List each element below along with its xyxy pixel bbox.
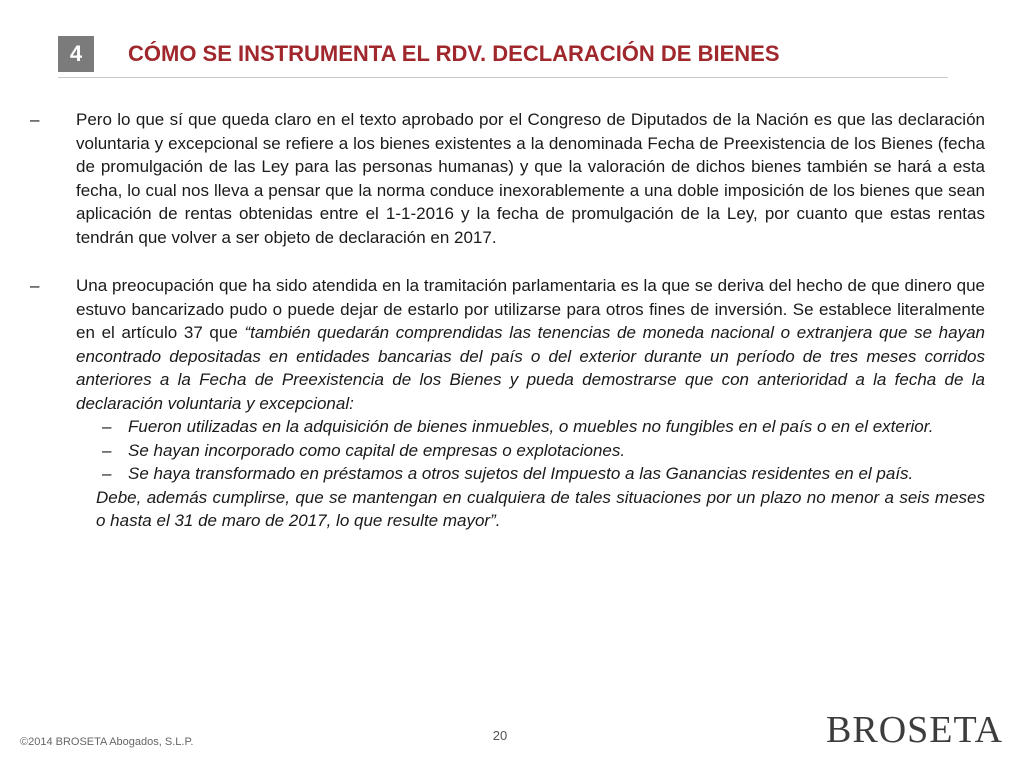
article-37-quote: “también quedarán comprendidas las tenencias de moneda nacional o extranjera que se hayan encontrado depositadas en entidades bancarias del país o del exterior durante un período de tres meses corridos anteriores a la Fecha de Preexistencia de los Bienes y pueda demostrarse que con anterioridad a la fecha de la declaración voluntaria y excepcional: <box>76 323 986 413</box>
sub-bullet-dash: – <box>102 440 112 460</box>
paragraph-2-text <box>76 274 985 415</box>
condition-text: Se haya transformado en préstamos a otros sujetos del Impuesto a las Ganancias residentes en el país. <box>128 464 914 483</box>
section-number-badge: 4 <box>58 36 94 72</box>
slide-content <box>30 108 985 533</box>
page-number: 20 <box>492 728 508 743</box>
condition-item <box>76 415 985 439</box>
sub-bullet-dash: – <box>102 464 112 483</box>
copyright-notice: ©2014 BROSETA Abogados, S.L.P. <box>20 736 194 748</box>
paragraph-1-text: Pero lo que sí que queda claro en el texto aprobado por el Congreso de Diputados de la Nación es que las declaración voluntaria y excepcional se refiere a los bienes existentes a la denominada Fecha de Preexistencia de los Bienes (fecha de promulgación de las Ley para las personas humanas) y que la valoración de dichos bienes también se hará a esta fecha, lo cual nos lleva a pensar que la norma conduce inexorablemente a una doble imposición de los bienes que sean aplicación de rentas obtenidas entre el 1-1-2016 y la fecha de promulgación de la Ley, por cuanto que estas rentas tendrán que volver a ser objeto de declaración en 2017. <box>76 110 985 247</box>
condition-text: Se hayan incorporado como capital de empresas o explotaciones. <box>128 440 626 460</box>
bullet-dash: – <box>30 276 40 295</box>
bullet-paragraph-1 <box>30 108 985 249</box>
broseta-logo: BROSETA <box>826 709 1004 751</box>
sub-bullet-dash: – <box>102 417 112 436</box>
condition-text: Fueron utilizadas en la adquisición de bienes inmuebles, o muebles no fungibles en el país o en el exterior. <box>128 417 934 436</box>
closing-requirement: Debe, además cumplirse, que se mantengan en cualquiera de tales situaciones por un plazo no menor a seis meses o hasta el 31 de maro de 2017, lo que resulte mayor”. <box>96 487 985 530</box>
condition-item <box>76 439 985 463</box>
bullet-paragraph-2 <box>30 274 985 533</box>
paragraph-2-lead: Una preocupación que ha sido atendida en la tramitación parlamentaria es la que se deriva del hecho de que dinero que estuvo bancarizado pudo o puede dejar de estarlo por utilizarse para otros fines de inversión. Se establece literalmente en el artículo 37 que <box>76 276 985 342</box>
bullet-dash: – <box>30 110 40 129</box>
title-divider <box>58 77 948 78</box>
condition-item <box>76 462 985 486</box>
slide-title: CÓMO SE INSTRUMENTA EL RDV. DECLARACIÓN DE BIENES <box>128 41 780 66</box>
condition-list <box>76 415 985 486</box>
